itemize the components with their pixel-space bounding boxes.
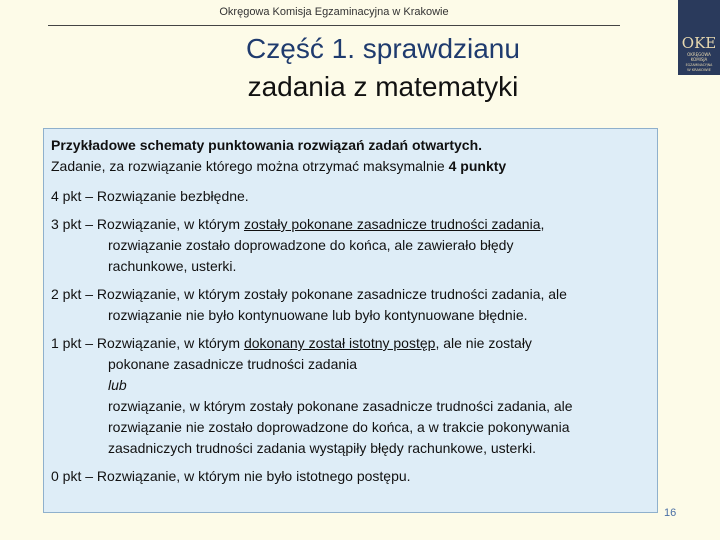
svg-text:EGZAMINACYJNA: EGZAMINACYJNA <box>685 63 713 67</box>
score-text-tail: , ale nie zostały <box>435 335 532 351</box>
institution-name: Okręgowa Komisja Egzaminacyjna w Krakowie <box>219 6 449 18</box>
max-points: 4 punkty <box>448 158 507 174</box>
page-title <box>150 30 616 106</box>
score-label: 4 pkt – <box>51 188 97 204</box>
score-label: 3 pkt – <box>51 216 97 232</box>
score-0-entry <box>51 466 651 487</box>
score-continuation: zasadniczych trudności zadania wystąpiły błędy rachunkowe, usterki. <box>108 440 536 456</box>
scoring-box <box>43 128 658 513</box>
score-text: Rozwiązanie, w którym <box>96 335 244 351</box>
svg-text:KOMISJA: KOMISJA <box>690 57 708 62</box>
underlined-phrase: zostały pokonane zasadnicze trudności zadania <box>243 216 541 232</box>
svg-text:OKRĘGOWA: OKRĘGOWA <box>687 52 711 57</box>
score-continuation: rachunkowe, usterki. <box>108 258 237 274</box>
score-4-entry <box>51 186 651 207</box>
score-1-entry <box>51 333 651 459</box>
score-text: Rozwiązanie, w którym zostały pokonane zasadnicze trudności zadania, ale <box>96 286 567 302</box>
svg-text:W KRAKOWIE: W KRAKOWIE <box>687 68 711 72</box>
score-continuation: rozwiązanie nie zostało doprowadzone do końca, a w trakcie pokonywania <box>108 419 570 435</box>
svg-text:OKE: OKE <box>681 34 717 52</box>
score-text: Rozwiązanie, w którym <box>96 216 244 232</box>
score-label: 1 pkt – <box>51 335 97 351</box>
score-text: Rozwiązanie, w którym nie było istotnego postępu. <box>96 468 411 484</box>
page-number: 16 <box>664 507 677 519</box>
score-continuation: rozwiązanie zostało doprowadzone do końca, ale zawierało błędy <box>108 237 514 253</box>
score-continuation: pokonane zasadnicze trudności zadania <box>108 356 358 372</box>
score-label: 2 pkt – <box>51 286 97 302</box>
subheading-text: Zadanie, za rozwiązanie którego można otrzymać maksymalnie <box>51 158 449 174</box>
score-3-entry <box>51 214 651 277</box>
score-continuation: rozwiązanie, w którym zostały pokonane zasadnicze trudności zadania, ale <box>108 398 573 414</box>
lub-connector: lub <box>108 377 127 393</box>
oke-logo <box>678 0 720 75</box>
score-continuation: rozwiązanie nie było kontynuowane lub było kontynuowane błędnie. <box>108 307 528 323</box>
title-line-1: Część 1. sprawdzianu <box>246 33 520 64</box>
scoring-heading: Przykładowe schematy punktowania rozwiązań zadań otwartych. <box>51 137 483 153</box>
title-line-2: zadania z matematyki <box>247 71 519 102</box>
score-text: Rozwiązanie bezbłędne. <box>96 188 249 204</box>
scoring-subheading <box>51 156 651 177</box>
header-divider <box>48 25 620 26</box>
score-label: 0 pkt – <box>51 468 97 484</box>
score-text-punct: , <box>540 216 545 232</box>
score-2-entry <box>51 284 651 326</box>
underlined-phrase: dokonany został istotny postęp <box>243 335 436 351</box>
